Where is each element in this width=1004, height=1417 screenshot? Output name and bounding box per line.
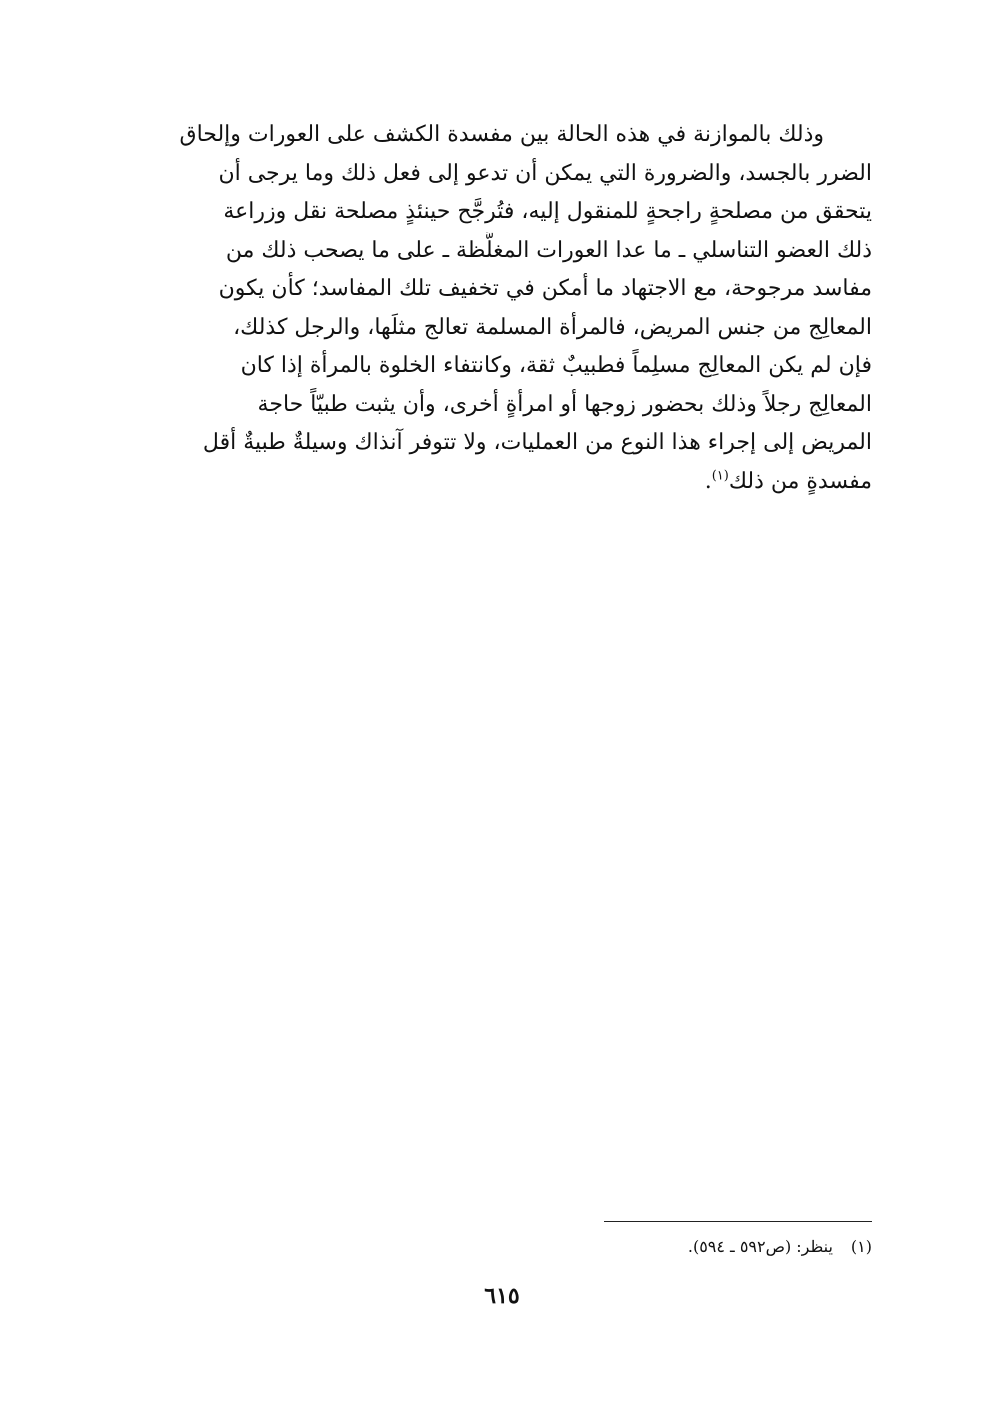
text-line-6: المعالِج من جنس المريض، فالمرأة المسلمة تعالج مثلَها، والرجل كذلك، (233, 314, 872, 340)
text-line-5: مفاسد مرجوحة، مع الاجتهاد ما أمكن في تخفيف تلك المفاسد؛ كأن يكون (218, 276, 872, 301)
page-number: ٦١٥ (484, 1283, 520, 1309)
text-line-2: الضرر بالجسد، والضرورة التي يمكن أن تدعو إلى فعل ذلك وما يرجى أن (218, 160, 872, 186)
text-line-7: فإن لم يكن المعالِج مسلِماً فطبيبٌ ثقة، وكانتفاء الخلوة بالمرأة إذا كان (240, 353, 872, 378)
footnote-text: ينظر: (ص٥٩٢ ـ ٥٩٤). (687, 1237, 833, 1256)
footnote (688, 1236, 872, 1258)
footnote-number: (١) (850, 1237, 872, 1256)
text-line-3: يتحقق من مصلحةٍ راجحةٍ للمنقول إليه، فتُرجَّح حينئذٍ مصلحة نقل وزراعة (223, 199, 872, 224)
text-line-1: وذلك بالموازنة في هذه الحالة بين مفسدة الكشف على العورات وإلحاق (179, 122, 824, 147)
main-paragraph (132, 116, 872, 501)
last-line-text: مفسدةٍ من ذلك (728, 468, 872, 494)
text-line-8: المعالِج رجلاً وذلك بحضور زوجها أو امرأةٍ أخرى، وأن يثبت طبيّاً حاجة (257, 391, 872, 417)
footnote-divider (604, 1221, 872, 1222)
text-line-10 (132, 463, 872, 502)
text-line-4: ذلك العضو التناسلي ـ ما عدا العورات المغلَّظة ـ على ما يصحب ذلك من (225, 237, 872, 263)
text-line-9: المريض إلى إجراء هذا النوع من العمليات، ولا تتوفر آنذاك وسيلةٌ طبيةٌ أقل (202, 430, 872, 455)
footnote-marker: (١) (711, 468, 729, 484)
last-line-end: . (704, 468, 712, 494)
